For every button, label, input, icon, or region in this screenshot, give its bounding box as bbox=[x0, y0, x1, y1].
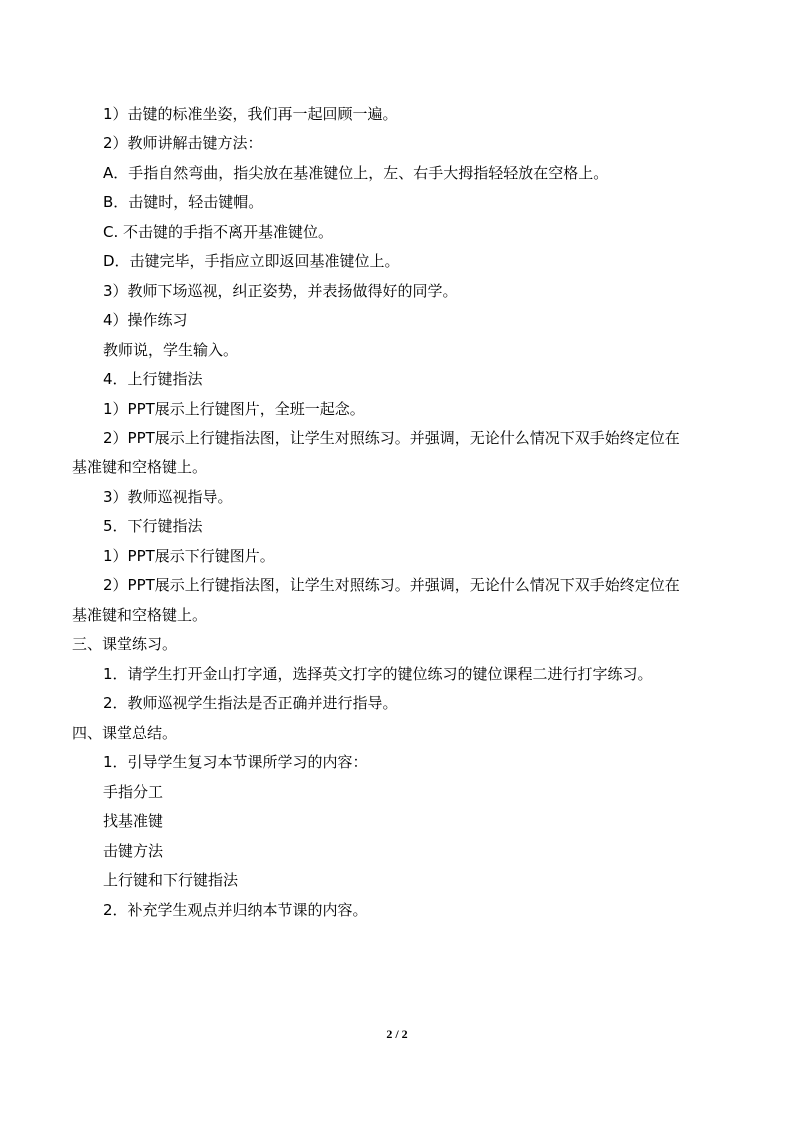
text-line: B．击键时，轻击键帽。 bbox=[103, 193, 264, 211]
text-line: 2）PPT展示上行键指法图，让学生对照练习。并强调，无论什么情况下双手始终定位在 bbox=[103, 576, 680, 594]
text-line: 1）击键的标准坐姿，我们再一起回顾一遍。 bbox=[103, 105, 398, 123]
text-line: 3）教师巡视指导。 bbox=[103, 488, 233, 506]
text-line: 手指分工 bbox=[103, 783, 164, 801]
text-line: 基准键和空格键上。 bbox=[72, 458, 208, 476]
text-line: 2．补充学生观点并归纳本节课的内容。 bbox=[103, 901, 368, 919]
text-line: 上行键和下行键指法 bbox=[103, 871, 239, 889]
page-number: 2 / 2 bbox=[386, 1027, 408, 1041]
text-line: 教师说，学生输入。 bbox=[103, 341, 239, 359]
text-line: 击键方法 bbox=[103, 842, 164, 860]
text-line: D．击键完毕，手指应立即返回基准键位上。 bbox=[103, 252, 400, 270]
text-line: C. 不击键的手指不离开基准键位。 bbox=[103, 223, 334, 241]
text-line: 基准键和空格键上。 bbox=[72, 606, 208, 624]
text-line: 2）PPT展示上行键指法图，让学生对照练习。并强调，无论什么情况下双手始终定位在 bbox=[103, 429, 680, 447]
text-line: 1）PPT展示下行键图片。 bbox=[103, 547, 275, 565]
text-line: 1）PPT展示上行键图片，全班一起念。 bbox=[103, 400, 365, 418]
text-line: 3）教师下场巡视，纠正姿势，并表扬做得好的同学。 bbox=[103, 282, 458, 300]
text-line: 1．引导学生复习本节课所学习的内容： bbox=[103, 753, 368, 771]
text-line: 找基准键 bbox=[103, 812, 164, 830]
text-line: 2）教师讲解击键方法： bbox=[103, 134, 263, 152]
text-line: 2．教师巡视学生指法是否正确并进行指导。 bbox=[103, 694, 398, 712]
text-line: 1．请学生打开金山打字通，选择英文打字的键位练习的键位课程二进行打字练习。 bbox=[103, 665, 653, 683]
section-heading: 四、课堂总结。 bbox=[72, 724, 178, 742]
text-line: A．手指自然弯曲，指尖放在基准键位上，左、右手大拇指轻轻放在空格上。 bbox=[103, 164, 609, 182]
section-heading: 4．上行键指法 bbox=[103, 370, 203, 388]
section-heading: 三、课堂练习。 bbox=[72, 635, 178, 653]
text-line: 4）操作练习 bbox=[103, 311, 188, 329]
section-heading: 5．下行键指法 bbox=[103, 517, 203, 535]
